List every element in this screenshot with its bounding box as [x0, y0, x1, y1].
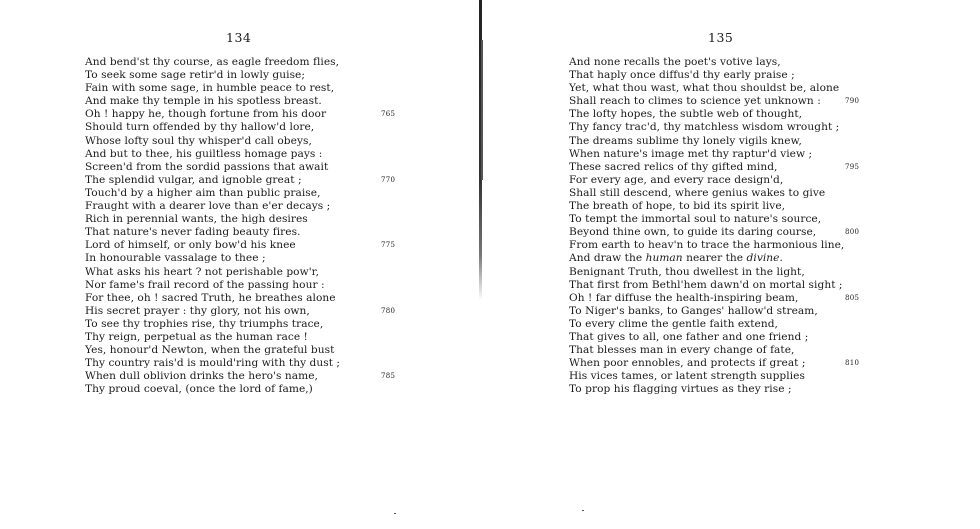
print-speck	[582, 510, 584, 511]
verse-line: Whose lofty soul thy whisper'd call obeys,	[85, 134, 312, 147]
verse-line: To Niger's banks, to Ganges' hallow'd stream,	[569, 304, 818, 317]
verse-line: Thy fancy trac'd, thy matchless wisdom wrought ;	[569, 121, 840, 134]
verse-line: To tempt the immortal soul to nature's source,	[569, 213, 822, 226]
verse-line: His vices tames, or latent strength supplies	[569, 370, 805, 383]
verse-line: Should turn offended by thy hallow'd lore,	[85, 121, 315, 134]
line-number: 790	[845, 97, 860, 106]
line-number: 770	[381, 175, 396, 184]
line-number: 800	[845, 228, 860, 237]
verse-line: And but to thee, his guiltless homage pays :	[85, 147, 323, 160]
verse-line: That nature's never fading beauty fires.	[85, 226, 301, 239]
poem-text	[85, 56, 396, 396]
line-number: 795	[845, 162, 860, 171]
line-number: 785	[381, 372, 396, 381]
verse-line: Benignant Truth, thou dwellest in the light,	[569, 265, 805, 278]
verse-line: Beyond thine own, to guide its daring course, 800	[569, 226, 860, 239]
verse-line: His secret prayer : thy glory, not his own, 780	[85, 304, 396, 317]
verse-line: From earth to heav'n to trace the harmonious line,	[569, 239, 845, 252]
verse-line: And bend'st thy course, as eagle freedom flies,	[85, 56, 340, 68]
verse-line: Screen'd from the sordid passions that await	[85, 160, 329, 173]
verse-line: For thee, oh ! sacred Truth, he breathes alone	[85, 291, 336, 304]
line-number: 805	[845, 293, 860, 302]
verse-line: Nor fame's frail record of the passing hour :	[85, 278, 325, 291]
book-gutter-shadow	[481, 40, 483, 180]
verse-line: Rich in perennial wants, the high desires	[85, 213, 308, 226]
verse-line: For every age, and every race design'd,	[569, 173, 784, 186]
verse-line: To see thy trophies rise, thy triumphs trace,	[85, 317, 324, 330]
right-page	[484, 0, 980, 529]
verse-line: That first from Bethl'hem dawn'd on mortal sight ;	[569, 278, 843, 291]
verse-line: Thy reign, perpetual as the human race !	[85, 330, 308, 343]
left-page	[0, 0, 480, 529]
verse-line: To prop his flagging virtues as they rise ;	[569, 383, 792, 396]
poem-text	[569, 56, 860, 396]
verse-line: The splendid vulgar, and ignoble great ; 770	[85, 173, 396, 186]
verse-line: Lord of himself, or only bow'd his knee 775	[85, 239, 396, 252]
verse-line: In honourable vassalage to thee ;	[85, 252, 266, 265]
verse-line: Yes, honour'd Newton, when the grateful bust	[85, 344, 335, 357]
verse-line: These sacred relics of thy gifted mind, 795	[569, 160, 860, 173]
line-number: 775	[381, 241, 396, 250]
italic-word: divine.	[746, 252, 783, 265]
verse-line: When dull oblivion drinks the hero's name, 785	[85, 370, 396, 383]
verse-line: That gives to all, one father and one friend ;	[569, 330, 809, 343]
verse-line: Oh ! happy he, though fortune from his door 765	[85, 108, 396, 121]
verse-line: Shall still descend, where genius wakes to give	[569, 186, 826, 199]
verse-line: Touch'd by a higher aim than public praise,	[85, 186, 321, 199]
verse-line: To every clime the gentle faith extend,	[569, 317, 778, 330]
line-number: 780	[381, 306, 396, 315]
page-number: 135	[708, 30, 734, 45]
verse-line: When poor ennobles, and protects if great ; 810	[569, 357, 860, 370]
verse-line: When nature's image met thy raptur'd view ;	[569, 147, 813, 160]
verse-line: Thy proud coeval, (once the lord of fame,)	[85, 383, 313, 396]
print-speck	[394, 513, 396, 514]
verse-line: That blesses man in every change of fate,	[569, 344, 795, 357]
verse-line: And draw the human nearer the divine.	[569, 252, 783, 265]
verse-line: The lofty hopes, the subtle web of thought,	[569, 108, 803, 121]
verse-line: Fain with some sage, in humble peace to rest,	[85, 82, 335, 95]
verse-line: Shall reach to climes to science yet unknown : 790	[569, 95, 860, 108]
verse-line: That haply once diffus'd thy early praise ;	[569, 69, 795, 82]
verse-line: Oh ! far diffuse the health-inspiring beam, 805	[569, 291, 860, 304]
verse-line: To seek some sage retir'd in lowly guise;	[85, 69, 305, 82]
line-number: 810	[845, 359, 860, 368]
verse-line: And make thy temple in his spotless breast.	[85, 95, 322, 108]
page-number: 134	[226, 30, 252, 45]
verse-line: Fraught with a dearer love than e'er decays ;	[85, 200, 331, 213]
verse-line: And none recalls the poet's votive lays,	[569, 56, 781, 68]
verse-line: Yet, what thou wast, what thou shouldst be, alone	[569, 82, 840, 95]
italic-word: human	[645, 252, 683, 265]
verse-line: Thy country rais'd is mould'ring with thy dust ;	[85, 357, 341, 370]
verse-line: The breath of hope, to bid its spirit live,	[569, 200, 786, 213]
verse-line: The dreams sublime thy lonely vigils knew,	[569, 134, 802, 147]
verse-line: What asks his heart ? not perishable pow'r,	[85, 265, 320, 278]
line-number: 765	[381, 110, 396, 119]
